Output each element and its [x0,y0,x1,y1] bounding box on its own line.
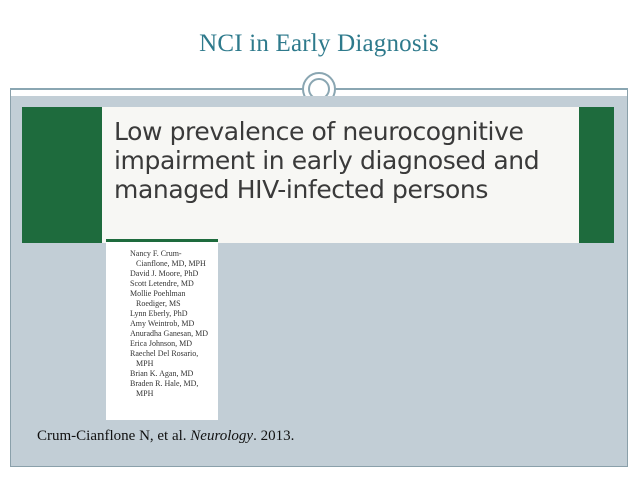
authors-box [106,239,218,420]
author-line: Mollie Poehlman [130,289,186,298]
citation-journal: Neurology [190,428,254,444]
author-line: Roediger, MS [136,299,181,308]
author-line: Lynn Eberly, PhD [130,309,188,318]
author-line: Braden R. Hale, MD, [130,379,199,388]
authors-list [130,249,218,399]
author-line: Erica Johnson, MD [130,339,192,348]
citation-prefix: Crum-Cianflone N, et al. [37,428,191,444]
authors-rule [106,239,218,242]
article-heading-card [102,107,579,243]
author-line: MPH [136,359,154,368]
author-line: Scott Letendre, MD [130,279,194,288]
author-line: Raechel Del Rosario, [130,349,199,358]
author-line: MPH [136,389,154,398]
author-line: Anuradha Ganesan, MD [130,329,208,338]
author-line: Amy Weintrob, MD [130,319,195,328]
article-title: Low prevalence of neurocognitive impairment in early diagnosed and managed HIV-infected persons [114,117,540,204]
slide-title: NCI in Early Diagnosis [199,30,439,57]
author-line: Brian K. Agan, MD [130,369,194,378]
author-line: Nancy F. Crum- [130,249,182,258]
citation-suffix: . 2013. [253,428,295,444]
citation [37,428,294,445]
author-line: David J. Moore, PhD [130,269,199,278]
author-line: Cianflone, MD, MPH [136,259,206,268]
